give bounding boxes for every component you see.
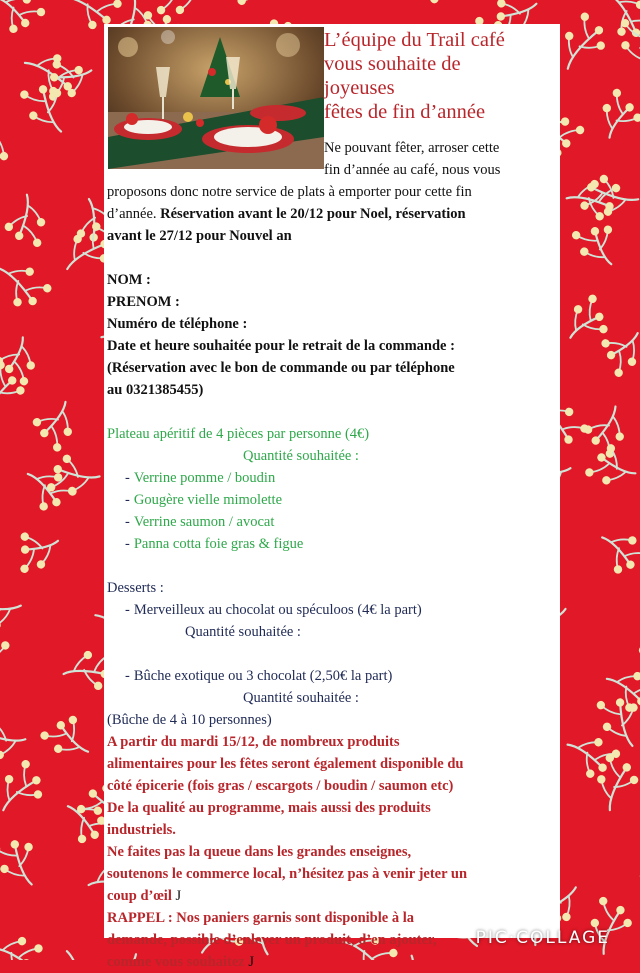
- plateau-quantity: Quantité souhaitée :: [107, 445, 559, 467]
- info-line: côté épicerie (fois gras / escargots / boudin / saumon etc): [107, 775, 559, 797]
- title-line: L’équipe du Trail café: [324, 28, 558, 52]
- title-line: fêtes de fin d’année: [324, 100, 558, 124]
- form-date: Date et heure souhaitée pour le retrait de la commande :: [107, 335, 559, 357]
- spacer: [107, 555, 559, 577]
- title-line: joyeuses: [324, 76, 558, 100]
- spacer: [107, 643, 559, 665]
- dessert-quantity: Quantité souhaitée :: [107, 621, 559, 643]
- plateau-item: - Panna cotta foie gras & figue: [107, 533, 559, 555]
- spacer: [107, 247, 559, 269]
- plateau-item: - Gougère vielle mimolette: [107, 489, 559, 511]
- dessert-item: - Bûche exotique ou 3 chocolat (2,50€ la part): [107, 665, 559, 687]
- reservation-deadline: Réservation avant le 20/12 pour Noel, réservation: [160, 206, 465, 222]
- info-line: A partir du mardi 15/12, de nombreux produits: [107, 731, 559, 753]
- form-note: (Réservation avec le bon de commande ou par téléphone: [107, 357, 559, 379]
- smiley: J: [248, 954, 254, 970]
- flyer-content: [107, 181, 559, 973]
- form-note: au 0321385455): [107, 379, 559, 401]
- title-line: vous souhaite de: [324, 52, 558, 76]
- spacer: [107, 401, 559, 423]
- rappel-line: RAPPEL : Nos paniers garnis sont disponible à la: [107, 907, 559, 929]
- form-phone: Numéro de téléphone :: [107, 313, 559, 335]
- reservation-deadline: avant le 27/12 pour Nouvel an: [107, 225, 559, 247]
- flyer-card: [104, 24, 560, 938]
- intro-text-top: [324, 137, 560, 181]
- christmas-table-photo: [108, 27, 324, 169]
- desserts-heading: Desserts :: [107, 577, 559, 599]
- smiley: J: [176, 888, 182, 904]
- info-line: industriels.: [107, 819, 559, 841]
- intro-text: d’année.: [107, 206, 160, 222]
- rappel-line: comme vous souhaitez J: [107, 951, 559, 973]
- form-prenom: PRENOM :: [107, 291, 559, 313]
- greeting-title: [324, 28, 558, 124]
- form-nom: NOM :: [107, 269, 559, 291]
- plateau-item: - Verrine saumon / avocat: [107, 511, 559, 533]
- info-line: Ne faites pas la queue dans les grandes enseignes,: [107, 841, 559, 863]
- intro-line: proposons donc notre service de plats à emporter pour cette fin: [107, 181, 559, 203]
- dessert-item: - Merveilleux au chocolat ou spéculoos (4€ la part): [107, 599, 559, 621]
- intro-line: [107, 203, 559, 225]
- info-line: De la qualité au programme, mais aussi des produits: [107, 797, 559, 819]
- info-line: coup d’œil J: [107, 885, 559, 907]
- rappel-line: demande, possible d’enlever un produit, d’en ajouter,: [107, 929, 559, 951]
- pic-collage-watermark: PIC·COLLAGE: [476, 928, 610, 948]
- dessert-quantity: Quantité souhaitée :: [107, 687, 559, 709]
- info-line: alimentaires pour les fêtes seront également disponible du: [107, 753, 559, 775]
- dessert-note: (Bûche de 4 à 10 personnes): [107, 709, 559, 731]
- plateau-heading: Plateau apéritif de 4 pièces par personne (4€): [107, 423, 559, 445]
- plateau-item: - Verrine pomme / boudin: [107, 467, 559, 489]
- intro-line: Ne pouvant fêter, arroser cette: [324, 137, 560, 159]
- intro-line: fin d’année au café, nous vous: [324, 159, 560, 181]
- info-line: soutenons le commerce local, n’hésitez pas à venir jeter un: [107, 863, 559, 885]
